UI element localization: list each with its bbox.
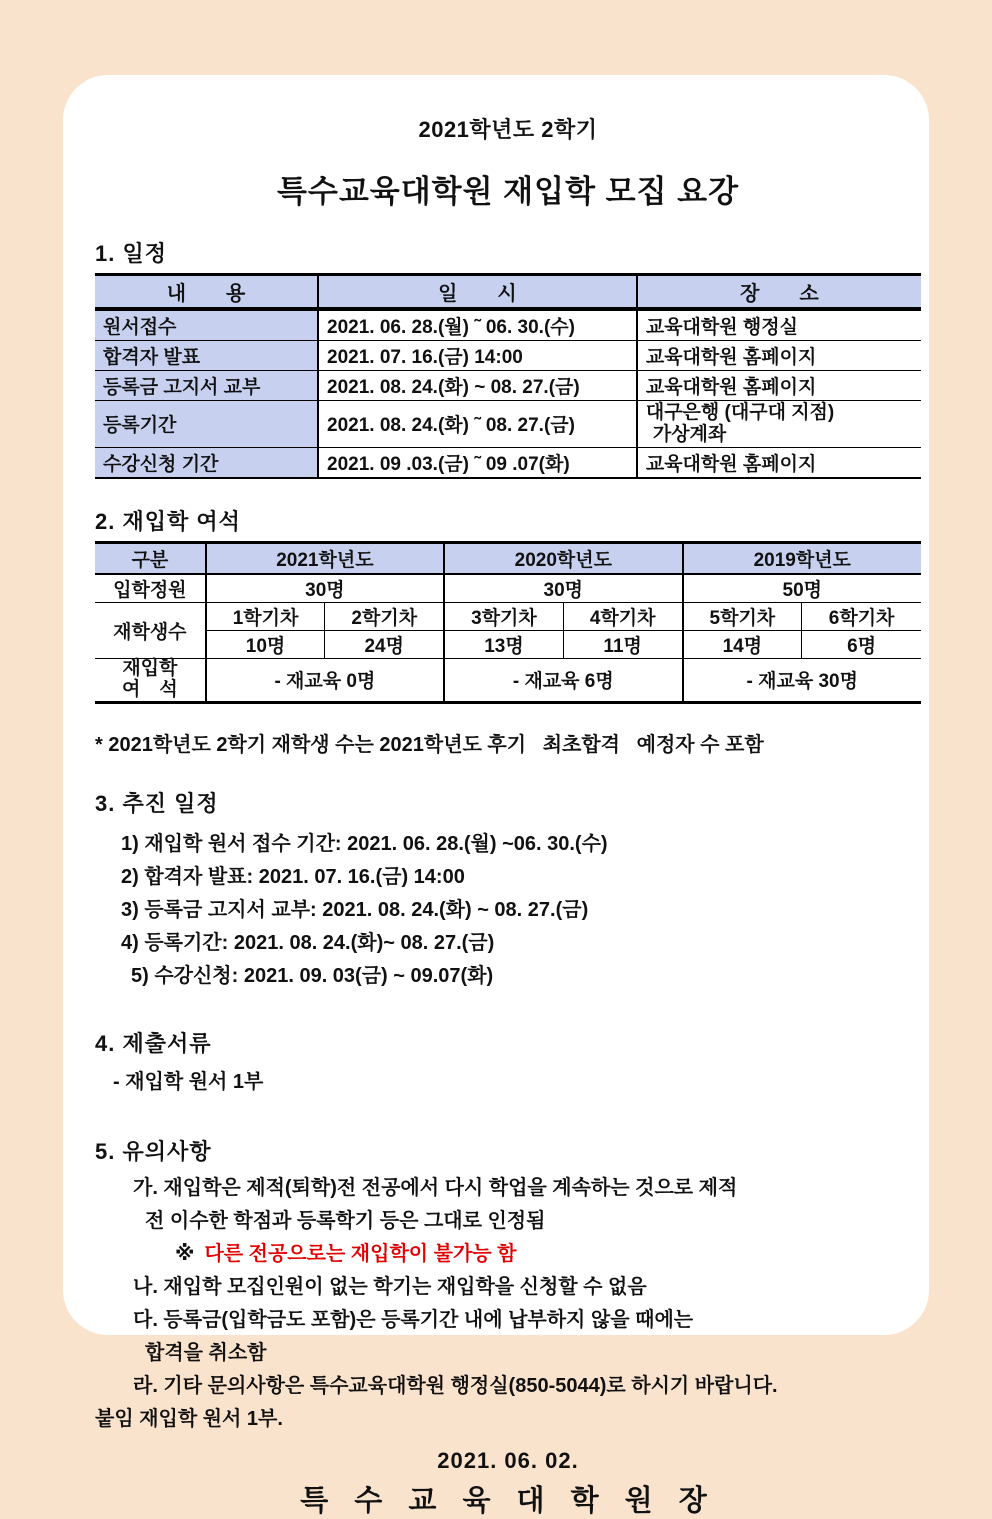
schedule-cell-place: 교육대학원 홈페이지 [637, 371, 921, 401]
schedule-cell-datetime: 2021. 06. 28.(월) ˜ 06. 30.(수) [318, 309, 637, 341]
schedule-table [95, 273, 921, 479]
table-row [95, 341, 921, 371]
section-5-heading: 5. 유의사항 [95, 1138, 212, 1164]
quota-row [95, 574, 921, 603]
schedule-col-place: 장 소 [637, 275, 921, 310]
schedule-cell-datetime: 2021. 07. 16.(금) 14:00 [318, 341, 637, 371]
list-item: 3) 등록금 고지서 교부: 2021. 08. 24.(화) ~ 08. 27.(금) [121, 898, 589, 921]
quota-2021: 30명 [206, 574, 444, 603]
vacancy-label-line-2: 여 석 [121, 678, 178, 700]
seats-col-2019: 2019학년도 [683, 542, 922, 574]
semester-label: 4학기차 [563, 602, 682, 630]
notice-item-da-line2: 합격을 취소함 [145, 1341, 267, 1364]
seats-col-2020: 2020학년도 [444, 542, 682, 574]
schedule-cell-content: 원서접수 [95, 309, 318, 341]
seats-col-category: 구분 [95, 542, 206, 574]
schedule-cell-datetime: 2021. 08. 24.(화) ~ 08. 27.(금) [318, 371, 637, 401]
schedule-cell-content: 합격자 발표 [95, 341, 318, 371]
enrolled-label: 재학생수 [95, 602, 206, 658]
seats-col-2021: 2021학년도 [206, 542, 444, 574]
reference-mark: ※ [175, 1242, 195, 1265]
signature-title: 특 수 교 육 대 학 원 장 [300, 1484, 716, 1517]
notice-item-da-line1: 다. 등록금(입학금도 포함)은 등록기간 내에 납부하지 않을 때에는 [133, 1308, 694, 1331]
schedule-col-content: 내 용 [95, 275, 318, 310]
vacancy-label [95, 658, 206, 702]
notice-item-ga-line1: 가. 재입학은 제적(퇴학)전 전공에서 다시 학업을 계속하는 것으로 제적 [133, 1176, 738, 1199]
semester-line: 2021학년도 2학기 [418, 117, 598, 142]
table-row [95, 371, 921, 401]
enrolled-count: 24명 [325, 630, 444, 658]
table-row [95, 447, 921, 478]
notice-item-ra: 라. 기타 문의사항은 특수교육대학원 행정실(850-5044)로 하시기 바랍니다. [133, 1374, 778, 1397]
vacancy-label-line-1: 재입학 [122, 657, 178, 679]
enrolled-count: 11명 [563, 630, 682, 658]
list-item: 4) 등록기간: 2021. 08. 24.(화)~ 08. 27.(금) [121, 931, 495, 954]
section-1-heading: 1. 일정 [95, 241, 167, 266]
schedule-cell-place [637, 401, 921, 448]
quota-2019: 50명 [683, 574, 922, 603]
vacancy-row [95, 658, 921, 702]
notice-item-ga-line2: 전 이수한 학점과 등록학기 등은 그대로 인정됨 [145, 1209, 546, 1232]
notice-warning-line [95, 1238, 921, 1271]
footnote: * 2021학년도 2학기 재학생 수는 2021학년도 후기 최초합격 예정자 수 포함 [95, 733, 764, 756]
semester-label: 6학기차 [802, 602, 921, 630]
vacancy-2019: - 재교육 30명 [683, 658, 922, 702]
quota-label: 입학정원 [95, 574, 206, 603]
section-4-heading: 4. 제출서류 [95, 1030, 212, 1056]
schedule-cell-place: 교육대학원 행정실 [637, 309, 921, 341]
page-title: 특수교육대학원 재입학 모집 요강 [276, 174, 740, 209]
section-2-heading: 2. 재입학 여석 [95, 508, 241, 534]
list-item: 5) 수강신청: 2021. 09. 03(금) ~ 09.07(화) [131, 964, 494, 987]
schedule-cell-datetime: 2021. 09 .03.(금) ˜ 09 .07(화) [318, 447, 637, 478]
semester-label: 3학기차 [444, 602, 563, 630]
notice-item-na: 나. 재입학 모집인원이 없는 학기는 재입학을 신청할 수 없음 [133, 1275, 647, 1298]
place-line-1: 대구은행 (대구대 지점) [645, 402, 835, 423]
schedule-cell-content: 수강신청 기간 [95, 447, 318, 478]
seats-header-row [95, 542, 921, 574]
table-row [95, 401, 921, 448]
seats-table [95, 541, 921, 704]
schedule-col-datetime: 일 시 [318, 275, 637, 310]
vacancy-2021: - 재교육 0명 [206, 658, 444, 702]
schedule-cell-place: 교육대학원 홈페이지 [637, 447, 921, 478]
attachment-line: 붙임 재입학 원서 1부. [95, 1407, 283, 1430]
section-3-heading: 3. 추진 일정 [95, 790, 219, 816]
schedule-cell-content: 등록금 고지서 교부 [95, 371, 318, 401]
schedule-cell-datetime: 2021. 08. 24.(화) ˜ 08. 27.(금) [318, 401, 637, 448]
table-row [95, 309, 921, 341]
warning-text: 다른 전공으로는 재입학이 불가능 함 [204, 1242, 517, 1265]
enrolled-count: 6명 [802, 630, 921, 658]
submission-document-item: - 재입학 원서 1부 [113, 1070, 264, 1093]
semester-label: 5학기차 [683, 602, 802, 630]
place-line-2: 가상계좌 [652, 423, 727, 445]
enrolled-counts-row [95, 630, 921, 658]
schedule-header-row [95, 275, 921, 310]
semester-label: 1학기차 [206, 602, 325, 630]
quota-2020: 30명 [444, 574, 682, 603]
list-item: 1) 재입학 원서 접수 기간: 2021. 06. 28.(월) ~06. 30.(수) [121, 832, 608, 855]
promotion-schedule-list [95, 828, 921, 993]
semester-labels-row [95, 602, 921, 630]
document-card [63, 75, 929, 1517]
list-item: 2) 합격자 발표: 2021. 07. 16.(금) 14:00 [121, 865, 465, 888]
vacancy-2020: - 재교육 6명 [444, 658, 682, 702]
enrolled-count: 13명 [444, 630, 563, 658]
issue-date: 2021. 06. 02. [437, 1447, 579, 1473]
semester-label: 2학기차 [325, 602, 444, 630]
enrolled-count: 14명 [683, 630, 802, 658]
schedule-cell-content: 등록기간 [95, 401, 318, 448]
enrolled-count: 10명 [206, 630, 325, 658]
schedule-cell-place: 교육대학원 홈페이지 [637, 341, 921, 371]
